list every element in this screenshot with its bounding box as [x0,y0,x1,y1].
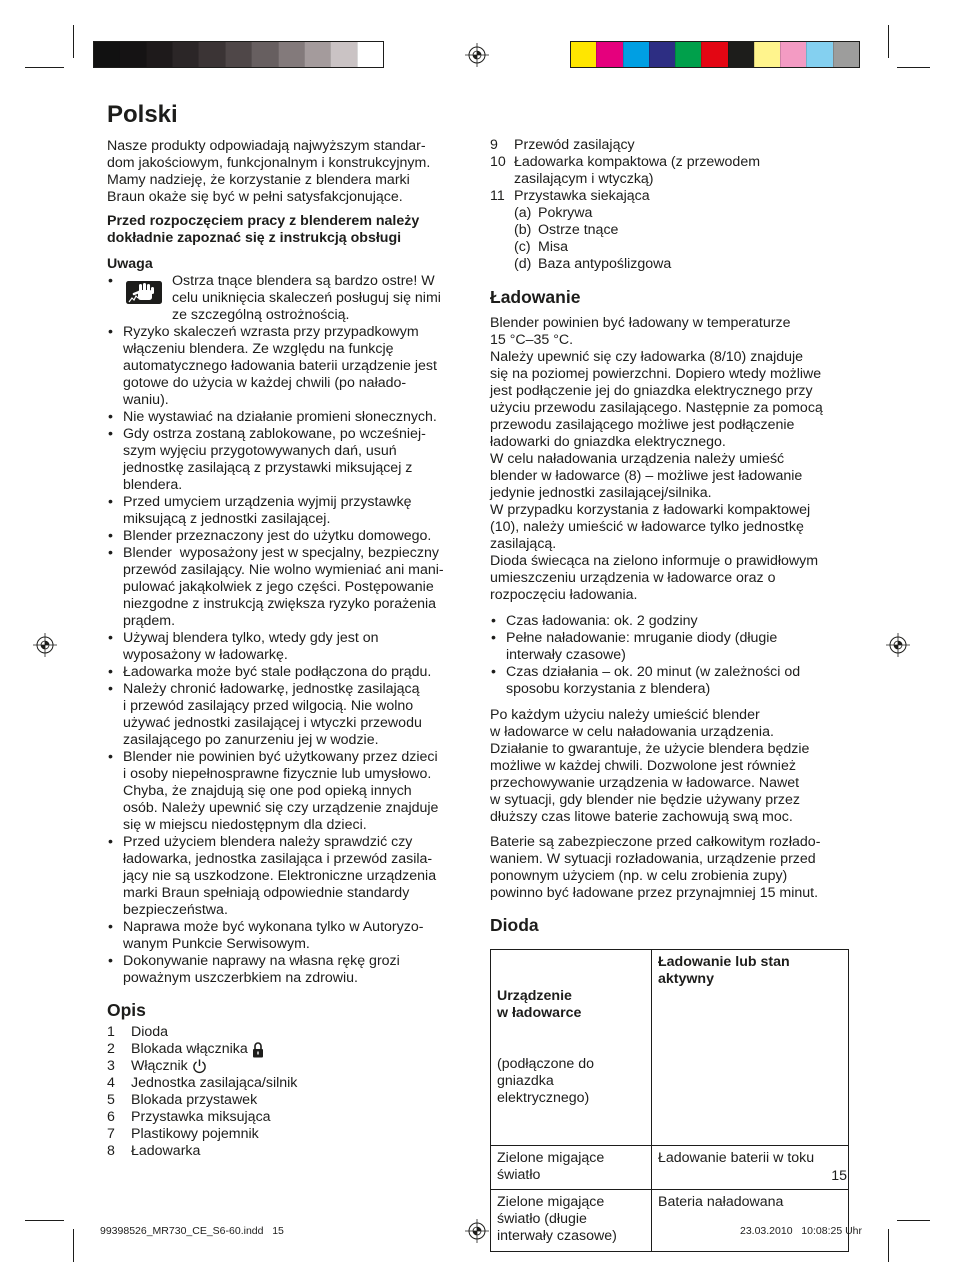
table-header-cell: Ładowanie lub stan aktywny [652,950,849,1146]
crop-mark-top-left-h [25,67,64,68]
subpart-item [514,205,760,222]
charging-fact [490,630,850,664]
crop-mark-bottom-right-h [897,1220,930,1221]
caution-item [107,953,469,987]
grayscale-swatch [330,42,356,67]
grayscale-swatch [278,42,304,67]
subpart-label: Misa [538,238,568,255]
part-label: Blokada włącznika [131,1040,248,1057]
caution-item-text: Należy chronić ładowarkę, jednostkę zasilającą i przewód zasilający przed wilgocią. Nie wolno używać jednostki zasilającej i wtyczki przewodu zasilającego po zanurzeniu jej w wodzie. [123,680,422,748]
grayscale-swatch [304,42,330,67]
bullet: • [108,408,113,425]
blade-hazard-icon [125,279,163,306]
color-swatch [571,42,596,67]
table-cell: Bateria naładowana [652,1190,849,1252]
grayscale-swatch [119,42,145,67]
part-number: 7 [107,1125,115,1142]
caution-item [107,528,469,545]
caution-item-text: Przed użyciem blendera należy sprawdzić czy ładowarka, jednostka zasilająca i przewód zasila- jący nie są uszkodzone. Elektroniczne urządzenia marki Braun spełniają odpowiednie standardy bezpieczeństwa. [123,833,437,918]
color-swatch [833,42,859,67]
caution-item-text: Blender przeznaczony jest do użytku domowego. [123,527,432,544]
grayscale-swatch [172,42,198,67]
part-number: 3 [107,1057,115,1074]
color-swatch [623,42,649,67]
part-number: 9 [490,136,498,153]
read-instructions-notice: Przed rozpoczęciem pracy z blenderem należy dokładnie zapoznać się z instrukcją obsługi [107,212,420,246]
subpart-label: Pokrywa [538,204,593,221]
part-item [107,1109,297,1126]
caution-item-text: Ryzyko skaleczeń wzrasta przy przypadkowym włączeniu blendera. Ze względu na funkcję automatycznego ładowania baterii urządzenie jest gotowe do użycia w każdej chwili (po nałado- waniu). [123,323,437,408]
crop-mark-top-left-v [73,25,74,58]
registration-mark-icon [886,633,910,657]
color-swatch [806,42,832,67]
bullet: • [108,663,113,680]
grayscale-swatch [198,42,224,67]
charging-heading: Ładowanie [490,287,581,307]
caution-item [107,664,469,681]
part-label: Przystawka siekająca [514,187,650,204]
part-label: Przewód zasilający [514,136,635,153]
caution-item [107,409,469,426]
page-number: 15 [831,1167,847,1184]
caution-item-blade-hazard [107,273,469,324]
subpart-letter: (a) [514,204,532,221]
bullet: • [108,629,113,646]
table-header-row [491,950,849,1146]
part-label: Jednostka zasilająca/silnik [131,1074,298,1091]
caution-item [107,681,469,749]
caution-list [107,273,469,987]
registration-mark-icon [465,43,489,67]
language-title: Polski [107,101,178,128]
part-label: Dioda [131,1023,169,1040]
caution-item [107,494,469,528]
color-swatch [754,42,780,67]
charging-fact-text: Pełne naładowanie: mruganie diody (długie interwały czasowe) [506,629,778,663]
part-item [490,154,760,188]
charging-fact-text: Czas działania – ok. 20 minut (w zależności od sposobu korzystania z blendera) [506,663,801,697]
grayscale-swatch [251,42,277,67]
subpart-letter: (d) [514,255,532,272]
caution-item-text: Blender nie powinien być użytkowany przez dzieci i osoby niepełnosprawne fizycznie lub umysłowo. Chyba, że znajdują się one pod opieką innych osób. Należy upewnić się czy urządzenie znajduje się w miejscu niedostępnym dla dzieci. [123,748,439,833]
intro-paragraph: Nasze produkty odpowiadają najwyższym standar- dom jakościowym, funkcjonalnym i konstrukcyjnym. Mamy nadzieję, że korzystanie z blendera marki Braun okaże się być w pełni satysfakcjonujące. [107,137,431,205]
table-row [491,1146,849,1190]
part-number: 5 [107,1091,115,1108]
parts-list-continued [490,137,760,273]
bullet: • [108,918,113,935]
grayscale-swatch [146,42,172,67]
caution-item [107,630,469,664]
battery-protection-paragraph: Baterie są zabezpieczone przed całkowitym rozłado- waniem. W sytuacji rozładowania, urządzenie przed ponownym użyciem (np. w celu zrobienia zupy) powinno być ładowane przez przynajmniej 15 minut. [490,833,821,901]
part-number: 6 [107,1108,115,1125]
header-charger-note: (podłączone do gniazdka elektrycznego) [497,1056,595,1106]
caution-item [107,545,469,630]
caution-item [107,749,469,834]
caution-item-text: Używaj blendera tylko, wtedy gdy jest on wyposażony w ładowarkę. [123,629,379,663]
bullet: • [108,425,113,442]
charging-fact [490,664,850,698]
part-number: 4 [107,1074,115,1091]
bullet: • [491,663,496,680]
part-item [107,1041,297,1058]
registration-mark-icon [465,1219,489,1243]
part-label: Plastikowy pojemnik [131,1125,259,1142]
caution-item-text: Blender wyposażony jest w specjalny, bezpieczny przewód zasilający. Nie wolno wymieniać ani mani- pulować jakąkolwiek z jego części. Postępowanie niezgodne z instrukcją zwiększa ryzyko porażenia prądem. [123,544,444,629]
table-cell: Ładowanie baterii w toku [652,1146,849,1190]
part-item [107,1058,297,1075]
part-label: Blokada przystawek [131,1091,258,1108]
bullet: • [108,323,113,340]
caution-item-text: Ładowarka może być stale podłączona do prądu. [123,663,432,680]
footer-file-info: 99398526_MR730_CE_S6-60.indd 15 [100,1225,284,1237]
caution-item-text: Naprawa może być wykonana tylko w Autoryzo- wanym Punkcie Serwisowym. [123,918,424,952]
caution-item [107,426,469,494]
bullet: • [108,544,113,561]
footer-timestamp: 23.03.2010 10:08:25 Uhr [739,1225,862,1237]
part-number: 1 [107,1023,115,1040]
subpart-label: Baza antypoślizgowa [538,255,672,272]
table-cell: Zielone migające światło (długie interwały czasowe) [491,1190,652,1252]
part-number: 2 [107,1040,115,1057]
part-number: 8 [107,1142,115,1159]
crop-mark-top-right-v [888,25,889,58]
subpart-letter: (c) [514,238,531,255]
table-header-cell [491,950,652,1146]
lock-icon [252,1041,264,1058]
part-item [490,137,760,154]
charging-instructions: Blender powinien być ładowany w temperaturze 15 °C–35 °C. Należy upewnić się czy ładowarka (8/10) znajduje się na poziomej powierzchni. Dopiero wtedy możliwe jest podłączenie jej do gniazdka elektrycznego przy użyciu przewodu zasilającego. Następnie za pomocą przewodu zasilającego możliwe jest podłączenie ładowarki do gniazdka elektrycznego. W celu naładowania urządzenia należy umieść blender w ładowarce (8) – możliwe jest ładowanie jedynie jednostki zasilającej/silnika. W przypadku korzystania z ładowarki kompaktowej (10), należy umieścić w ładowarce tylko jednostkę zasilającą. Dioda świecąca na zielono informuje o prawidłowym umieszczeniu urządzenia w ładowarce oraz o rozpoczęciu ładowania. [490,314,823,603]
part-item [107,1092,297,1109]
bullet: • [108,952,113,969]
grayscale-control-strip [93,41,384,68]
charging-fact-text: Czas ładowania: ok. 2 godziny [506,612,698,629]
caution-item-text: Ostrza tnące blendera są bardzo ostre! W celu uniknięcia skaleczeń posługuj się nimi ze szczególną ostrożnością. [172,272,441,323]
caution-heading: Uwaga [107,255,153,272]
color-swatch [701,42,727,67]
crop-mark-top-right-h [897,67,930,68]
header-charger-state: Urządzenie w ładowarce [497,988,582,1021]
bullet: • [491,612,496,629]
description-heading: Opis [107,1000,146,1020]
grayscale-swatch [225,42,251,67]
part-label: Włącznik [131,1057,188,1074]
bullet: • [108,272,113,289]
caution-item-text: Nie wystawiać na działanie promieni słonecznych. [123,408,437,425]
subpart-item [514,222,760,239]
charging-fact [490,613,850,630]
bullet: • [108,527,113,544]
diode-status-table [490,949,849,1252]
crop-mark-bottom-left-v [73,1229,74,1262]
part-label: Przystawka miksująca [131,1108,271,1125]
charging-facts-list [490,613,850,698]
crop-mark-bottom-right-v [888,1229,889,1262]
parts-list [107,1024,297,1160]
bullet: • [108,680,113,697]
caution-item-text: Dokonywanie naprawy na własna rękę grozi poważnym uszczerbkiem na zdrowiu. [123,952,400,986]
color-swatch [649,42,675,67]
color-swatch [780,42,806,67]
subpart-item [514,256,760,273]
part-item [107,1126,297,1143]
bullet: • [491,629,496,646]
color-swatch [728,42,754,67]
bullet: • [108,493,113,510]
caution-item [107,919,469,953]
diode-heading: Dioda [490,915,539,935]
part-item [107,1024,297,1041]
color-control-strip [570,41,860,68]
crop-mark-bottom-left-h [25,1220,64,1221]
grayscale-swatch [94,42,119,67]
table-row [491,1190,849,1252]
caution-item-text: Przed umyciem urządzenia wyjmij przystawkę miksującą z jednostki zasilającej. [123,493,412,527]
part-label: Ładowarka [131,1142,201,1159]
caution-item-text: Gdy ostrza zostaną zablokowane, po wcześniej- szym wyjęciu przygotowywanych dań, usuń jednostkę zasilającą z przystawki miksującej z blendera. [123,425,426,493]
part-label: Ładowarka kompaktowa (z przewodem zasilającym i wtyczką) [514,153,761,187]
bullet: • [108,833,113,850]
storage-paragraph: Po każdym użyciu należy umieścić blender w ładowarce w celu naładowania urządzenia. Działanie to gwarantuje, że użycie blendera będzie możliwe w każdej chwili. Dozwolone jest również przechowywanie urządzenia w ładowarce. Nawet w sytuacji, gdy blender nie będzie używany przez dłuższy czas litowe baterie zachowują swą moc. [490,706,810,825]
color-swatch [675,42,701,67]
subpart-item [514,239,760,256]
caution-item [107,834,469,919]
registration-mark-icon [33,633,57,657]
subpart-letter: (b) [514,221,532,238]
part-item [107,1143,297,1160]
table-cell: Zielone migające światło [491,1146,652,1190]
part-item [490,188,760,205]
bullet: • [108,748,113,765]
caution-item [107,324,469,409]
part-number: 10 [490,153,506,170]
grayscale-swatch [357,42,383,67]
power-icon [192,1058,207,1074]
subpart-label: Ostrze tnące [538,221,619,238]
part-item [107,1075,297,1092]
part-number: 11 [490,187,505,204]
color-swatch [596,42,622,67]
